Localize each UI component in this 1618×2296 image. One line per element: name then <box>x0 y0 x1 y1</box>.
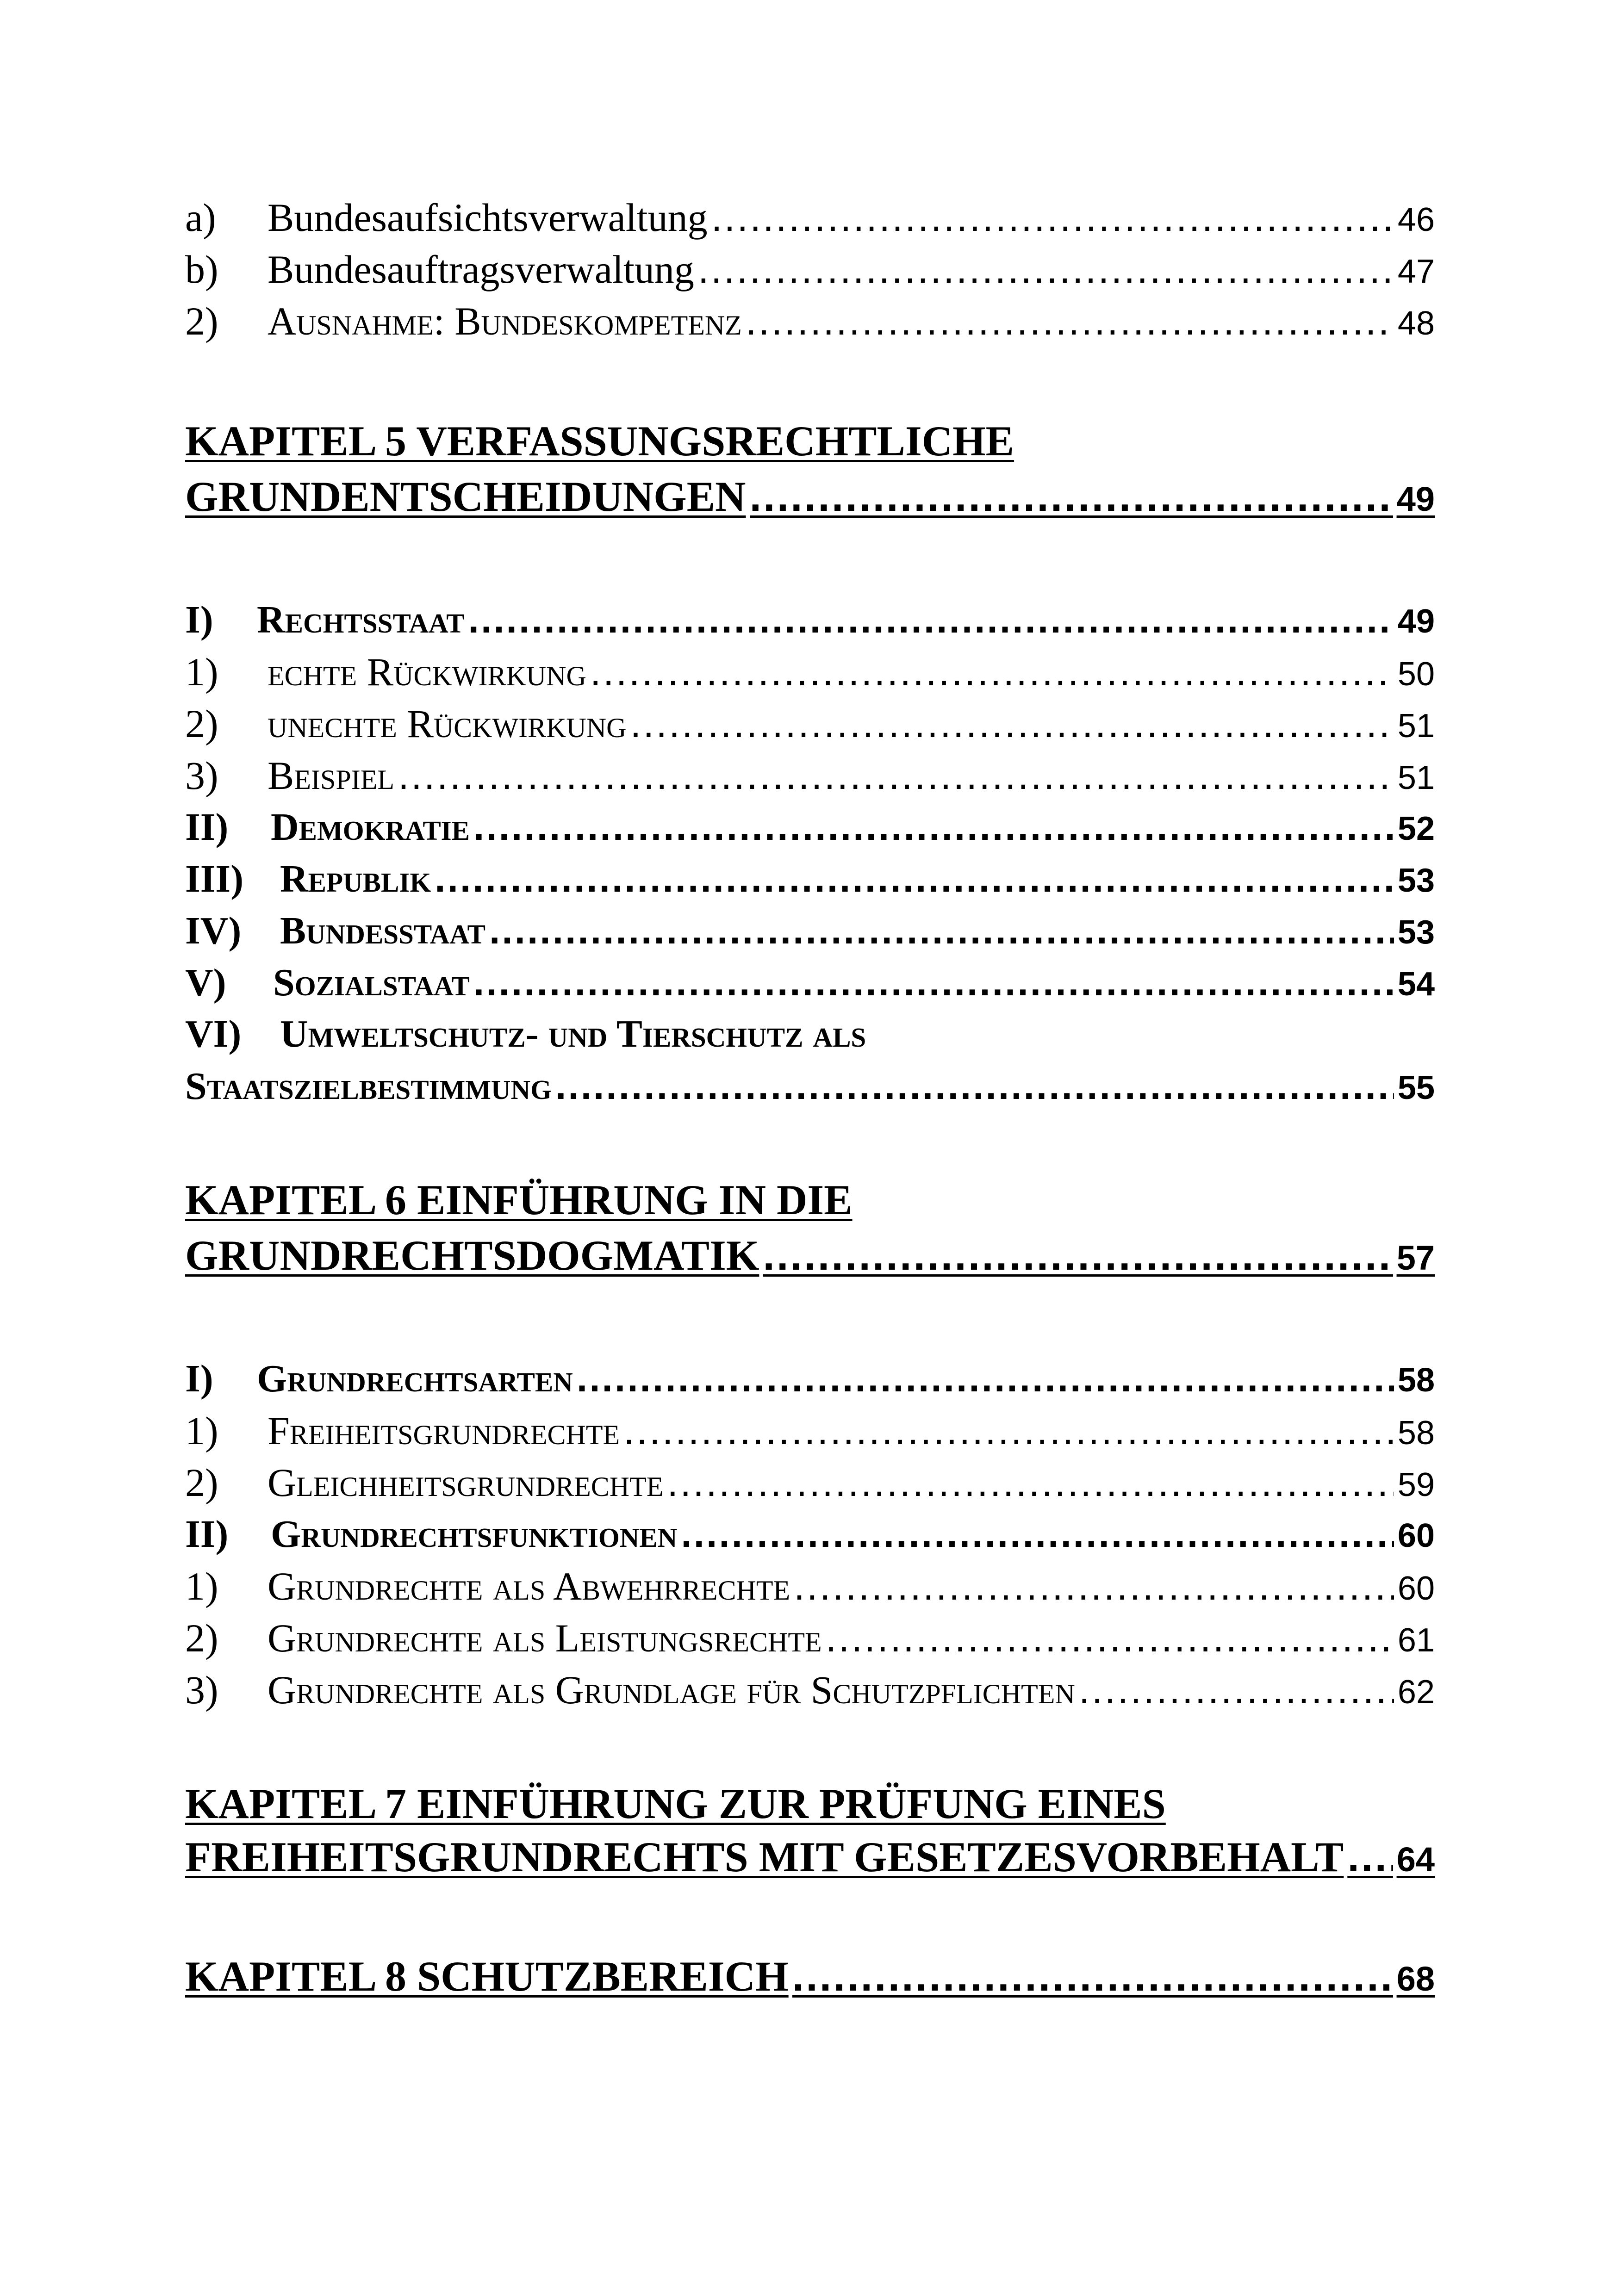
entry-page: 49 <box>1397 603 1435 640</box>
dot-leader <box>468 597 1394 642</box>
dot-leader <box>473 960 1394 1005</box>
dot-leader <box>577 1356 1394 1401</box>
chapter-5-heading[interactable] <box>185 472 1435 521</box>
entry-number: 2) <box>185 701 218 746</box>
entry-number: 1) <box>185 1409 218 1453</box>
entry-title: Grundrechtsfunktionen <box>271 1513 678 1556</box>
entry-page: 60 <box>1397 1570 1435 1607</box>
entry-number: 3) <box>185 753 218 798</box>
entry-title: unechte Rückwirkung <box>268 701 627 746</box>
entry-page: 46 <box>1397 201 1435 238</box>
entry-page: 52 <box>1397 810 1435 847</box>
toc-entry[interactable] <box>185 1459 1435 1506</box>
entry-title: Bundesaufsichtsverwaltung <box>268 195 708 240</box>
entry-title: Freiheitsgrundrechte <box>268 1409 620 1453</box>
entry-title: Ausnahme: Bundeskompetenz <box>268 299 742 343</box>
dot-leader <box>794 1564 1394 1609</box>
entry-title: Grundrechte als Abwehrrechte <box>268 1564 790 1608</box>
entry-title: Bundesstaat <box>280 909 485 952</box>
toc-section[interactable] <box>185 856 1435 901</box>
entry-number: V) <box>185 961 226 1004</box>
entry-page: 62 <box>1397 1674 1435 1711</box>
entry-number: II) <box>185 1513 229 1556</box>
entry-number: III) <box>185 857 244 900</box>
entry-page: 51 <box>1397 707 1435 745</box>
entry-number: I) <box>185 598 213 641</box>
chapter-page: 68 <box>1396 1960 1435 1998</box>
entry-page: 47 <box>1397 253 1435 290</box>
entry-number: 2) <box>185 1460 218 1505</box>
entry-title: echte Rückwirkung <box>268 650 586 694</box>
entry-title: Sozialstaat <box>273 961 470 1004</box>
entry-number: II) <box>185 806 229 849</box>
entry-title: Bundesauftragsverwaltung <box>268 247 694 292</box>
entry-page: 61 <box>1397 1622 1435 1659</box>
chapter-title: GRUNDENTSCHEIDUNGEN <box>185 473 746 520</box>
entry-page: 51 <box>1397 759 1435 796</box>
dot-leader <box>590 649 1394 695</box>
entry-title: Beispiel <box>268 753 395 798</box>
dot-leader <box>667 1460 1394 1506</box>
entry-title: Rechtsstaat <box>257 598 465 641</box>
entry-page: 48 <box>1397 305 1435 342</box>
entry-number: I) <box>185 1357 213 1400</box>
dot-leader <box>746 298 1394 344</box>
toc-section-vi-line1[interactable] <box>185 1011 866 1056</box>
toc-section[interactable] <box>185 1063 1435 1109</box>
toc-entry[interactable] <box>185 298 1435 344</box>
entry-number: a) <box>185 195 216 240</box>
entry-number: 1) <box>185 650 218 694</box>
entry-title: Demokratie <box>271 806 470 849</box>
entry-page: 55 <box>1397 1069 1435 1106</box>
toc-entry[interactable] <box>185 246 1435 292</box>
toc-entry[interactable] <box>185 1563 1435 1609</box>
toc-entry[interactable] <box>185 1408 1435 1454</box>
entry-title: Republik <box>280 857 431 900</box>
toc-entry[interactable] <box>185 752 1435 799</box>
chapter-page: 49 <box>1396 480 1435 518</box>
dot-leader <box>489 908 1394 953</box>
entry-number: VI) <box>185 1012 242 1055</box>
chapter-6-heading-line1[interactable]: KAPITEL 6 EINFÜHRUNG IN DIE <box>185 1176 853 1223</box>
entry-title: Umweltschutz- und Tierschutz als <box>280 1012 866 1055</box>
entry-title: Gleichheitsgrundrechte <box>268 1460 664 1505</box>
chapter-page: 64 <box>1396 1840 1435 1879</box>
entry-page: 53 <box>1397 914 1435 951</box>
toc-entry[interactable] <box>185 1667 1435 1713</box>
dot-leader <box>398 753 1394 799</box>
entry-page: 59 <box>1397 1466 1435 1503</box>
toc-entry[interactable] <box>185 194 1435 241</box>
entry-page: 53 <box>1397 862 1435 899</box>
chapter-8-heading[interactable] <box>185 1952 1435 2001</box>
chapter-7-heading[interactable] <box>185 1832 1435 1881</box>
entry-page: 58 <box>1397 1415 1435 1452</box>
chapter-7-heading-line1[interactable]: KAPITEL 7 EINFÜHRUNG ZUR PRÜFUNG EINES <box>185 1780 1166 1827</box>
chapter-title: GRUNDRECHTSDOGMATIK <box>185 1232 759 1279</box>
chapter-5-heading-line1[interactable]: KAPITEL 5 VERFASSUNGSRECHTLICHE <box>185 417 1014 465</box>
dot-leader <box>792 1952 1393 2001</box>
toc-section[interactable] <box>185 1511 1435 1557</box>
entry-title: Grundrechte als Grundlage für Schutzpflichten <box>268 1668 1075 1712</box>
toc-entry[interactable] <box>185 701 1435 747</box>
entry-page: 50 <box>1397 656 1435 693</box>
dot-leader <box>826 1615 1394 1661</box>
dot-leader <box>763 1231 1393 1280</box>
entry-number: 3) <box>185 1668 218 1712</box>
entry-number: 2) <box>185 1616 218 1660</box>
entry-number: b) <box>185 247 218 292</box>
toc-section[interactable] <box>185 804 1435 850</box>
entry-number: IV) <box>185 909 242 952</box>
entry-page: 58 <box>1397 1362 1435 1399</box>
toc-section[interactable] <box>185 908 1435 953</box>
dot-leader <box>681 1511 1394 1556</box>
dot-leader <box>1079 1667 1394 1713</box>
entry-title: Grundrechtsarten <box>257 1357 573 1400</box>
entry-page: 60 <box>1397 1517 1435 1554</box>
toc-entry[interactable] <box>185 1615 1435 1661</box>
toc-entry[interactable] <box>185 649 1435 695</box>
dot-leader <box>473 804 1394 849</box>
entry-title: Grundrechte als Leistungsrechte <box>268 1616 822 1660</box>
chapter-6-heading[interactable] <box>185 1231 1435 1280</box>
toc-section[interactable] <box>185 960 1435 1005</box>
dot-leader <box>750 472 1393 521</box>
chapter-title: FREIHEITSGRUNDRECHTS MIT GESETZESVORBEHALT <box>185 1833 1344 1880</box>
chapter-page: 57 <box>1396 1239 1435 1277</box>
dot-leader <box>698 247 1394 292</box>
entry-number: 2) <box>185 299 218 343</box>
dot-leader <box>555 1063 1394 1108</box>
dot-leader <box>435 856 1394 901</box>
entry-page: 54 <box>1397 966 1435 1003</box>
chapter-title: KAPITEL 8 SCHUTZBEREICH <box>185 1953 789 2000</box>
dot-leader <box>630 701 1394 747</box>
entry-number: 1) <box>185 1564 218 1608</box>
dot-leader <box>1347 1833 1393 1881</box>
entry-title: Staatszielbestimmung <box>185 1065 552 1108</box>
toc-section[interactable] <box>185 1356 1435 1401</box>
toc-section[interactable] <box>185 597 1435 642</box>
dot-leader <box>623 1408 1394 1454</box>
dot-leader <box>711 195 1394 241</box>
